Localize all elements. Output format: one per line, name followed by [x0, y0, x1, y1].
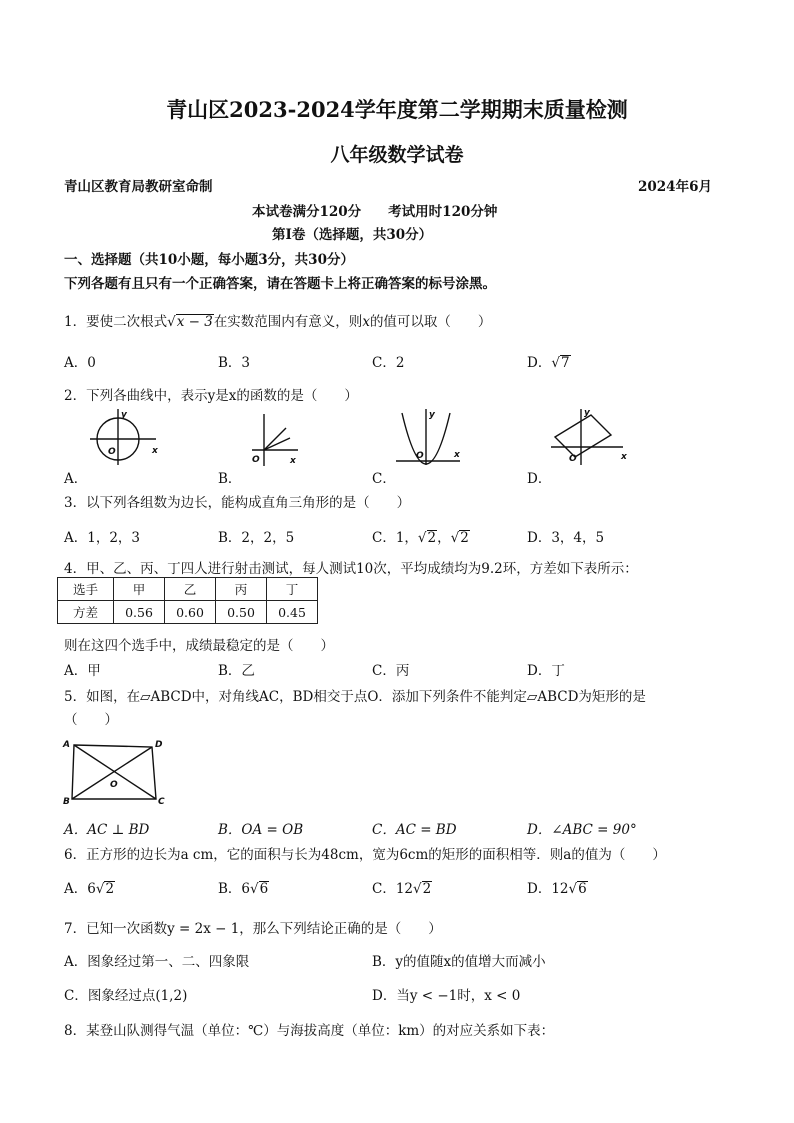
vertex-c-label: C — [158, 797, 165, 807]
q2-c-x-label: x — [454, 450, 460, 460]
q1-stem-a: 1．要使二次根式 — [64, 314, 168, 330]
q5-option-a[interactable]: A．AC ⊥ BD — [64, 822, 150, 838]
exam-info: 本试卷满分120分 考试用时120分钟 — [252, 204, 498, 220]
q6-option-b-rad: 6 — [259, 881, 269, 897]
q4-option-b[interactable]: B．乙 — [218, 663, 255, 679]
q1-radical: √x − 3 — [167, 314, 213, 330]
q3-option-c-label: C．1， — [372, 530, 418, 546]
q2-graph-c-icon — [392, 405, 466, 469]
table-row — [58, 578, 318, 601]
q3-option-c-sep: ， — [437, 530, 451, 546]
question-2-stem: 2．下列各曲线中，表示y是x的函数的是（ ） — [64, 388, 358, 404]
q2-graph-d-icon — [545, 405, 629, 469]
q3-option-b[interactable]: B．2，2，5 — [218, 530, 295, 546]
q2-graph-a-icon — [84, 405, 166, 467]
q3-option-c-rad1: 2 — [427, 530, 437, 546]
q7-option-d[interactable]: D．当y < −1时，x < 0 — [372, 988, 521, 1004]
volume-heading: 第Ⅰ卷（选择题，共30分） — [272, 227, 433, 243]
q6-option-c[interactable]: C．12√2 — [372, 881, 432, 897]
q2-graph-b-icon — [238, 410, 304, 468]
question-8-stem: 8．某登山队测得气温（单位：℃）与海拔高度（单位：km）的对应关系如下表： — [64, 1023, 555, 1039]
question-7-stem: 7．已知一次函数y = 2x − 1，那么下列结论正确的是（ ） — [64, 921, 442, 937]
q2-d-o-label: O — [569, 454, 577, 464]
question-5-stem-cont: （ ） — [64, 712, 118, 728]
q4-option-d[interactable]: D．丁 — [527, 663, 565, 679]
q6-option-b-label: B．6 — [218, 881, 251, 897]
q2-a-x-label: x — [152, 446, 158, 456]
q7-option-a[interactable]: A．图象经过第一、二、四象限 — [64, 954, 250, 970]
q2-a-y-label: y — [121, 410, 127, 420]
variance-table — [57, 577, 318, 624]
vertex-a-label: A — [63, 740, 70, 750]
q3-option-c-rad2: 2 — [460, 530, 469, 546]
question-6-stem: 6．正方形的边长为a cm，它的面积与长为48cm，宽为6cm的矩形的面积相等．则a的值为（ ） — [64, 847, 666, 863]
q1-stem-c: 的值可以取（ ） — [369, 314, 492, 330]
q1-option-a[interactable]: A．0 — [64, 355, 96, 371]
q1-option-d-radicand: 7 — [560, 355, 570, 371]
q6-option-d-label: D．12 — [527, 881, 569, 897]
q5-option-c[interactable]: C．AC = BD — [372, 822, 457, 838]
table-cell: 方差 — [58, 601, 114, 624]
q2-c-o-label: O — [416, 451, 424, 461]
q1-option-d-label: D． — [527, 355, 552, 371]
q7-option-b[interactable]: B．y的值随x的值增大而减小 — [372, 954, 546, 970]
q5-option-d[interactable]: D．∠ABC = 90° — [527, 822, 637, 838]
section-heading: 一、选择题（共10小题，每小题3分，共30分） — [64, 252, 354, 268]
q4-option-c[interactable]: C．丙 — [372, 663, 410, 679]
q6-option-c-rad: 2 — [422, 881, 432, 897]
exam-subtitle: 八年级数学试卷 — [330, 144, 464, 166]
q2-option-d[interactable]: D． — [527, 471, 552, 487]
table-cell: 0.45 — [267, 601, 318, 624]
point-o-label: O — [110, 780, 118, 790]
q2-option-a[interactable]: A． — [64, 471, 88, 487]
q2-option-c[interactable]: C． — [372, 471, 396, 487]
q1-option-b[interactable]: B．3 — [218, 355, 251, 371]
q2-c-y-label: y — [429, 410, 435, 420]
table-cell: 甲 — [114, 578, 165, 601]
q6-option-a-rad: 2 — [105, 881, 115, 897]
q5-option-b[interactable]: B．OA = OB — [218, 822, 304, 838]
table-cell: 0.50 — [216, 601, 267, 624]
table-cell: 选手 — [58, 578, 114, 601]
question-3-stem: 3．以下列各组数为边长，能构成直角三角形的是（ ） — [64, 495, 411, 511]
q2-option-b[interactable]: B． — [218, 471, 242, 487]
exam-title: 青山区2023-2024学年度第二学期期末质量检测 — [166, 97, 628, 122]
table-cell: 乙 — [165, 578, 216, 601]
q1-var: x — [362, 314, 370, 330]
question-5-stem: 5．如图，在▱ABCD中，对角线AC，BD相交于点O．添加下列条件不能判定▱ABCD为矩形的是 — [64, 689, 646, 705]
q6-option-d[interactable]: D．12√6 — [527, 881, 587, 897]
q6-option-a-label: A．6 — [64, 881, 96, 897]
q2-a-o-label: O — [108, 447, 116, 457]
q1-option-c[interactable]: C．2 — [372, 355, 405, 371]
q1-radicand: x − 3 — [176, 314, 213, 330]
table-cell: 0.60 — [165, 601, 216, 624]
table-cell: 丁 — [267, 578, 318, 601]
q4-follow-text: 则在这四个选手中，成绩最稳定的是（ ） — [64, 638, 334, 654]
q2-d-y-label: y — [584, 408, 590, 418]
q1-option-d[interactable]: D．√7 — [527, 355, 570, 371]
parallelogram-abcd-figure — [60, 735, 170, 809]
q2-b-o-label: O — [252, 455, 260, 465]
q4-option-a[interactable]: A．甲 — [64, 663, 101, 679]
q6-option-c-label: C．12 — [372, 881, 414, 897]
q2-d-x-label: x — [621, 452, 627, 462]
exam-date: 2024年6月 — [638, 179, 712, 195]
question-1-stem — [64, 310, 491, 330]
q6-option-a[interactable]: A．6√2 — [64, 881, 115, 897]
q7-option-c[interactable]: C．图象经过点(1,2) — [64, 988, 188, 1004]
q6-option-b[interactable]: B．6√6 — [218, 881, 269, 897]
vertex-b-label: B — [63, 797, 70, 807]
q3-option-a[interactable]: A．1，2，3 — [64, 530, 141, 546]
vertex-d-label: D — [155, 740, 163, 750]
q3-option-c[interactable]: C．1，√2，√2 — [372, 530, 469, 546]
table-cell: 0.56 — [114, 601, 165, 624]
q6-option-d-rad: 6 — [578, 881, 587, 897]
table-cell: 丙 — [216, 578, 267, 601]
section-instruction: 下列各题有且只有一个正确答案，请在答题卡上将正确答案的标号涂黑。 — [64, 276, 496, 292]
table-row — [58, 601, 318, 624]
q3-option-d[interactable]: D．3，4，5 — [527, 530, 605, 546]
question-4-stem: 4．甲、乙、丙、丁四人进行射击测试，每人测试10次，平均成绩均为9.2环，方差如下表所示： — [64, 561, 638, 577]
q2-b-x-label: x — [290, 456, 296, 466]
q1-stem-b: 在实数范围内有意义，则 — [213, 314, 363, 330]
issuer: 青山区教育局教研室命制 — [64, 179, 213, 195]
